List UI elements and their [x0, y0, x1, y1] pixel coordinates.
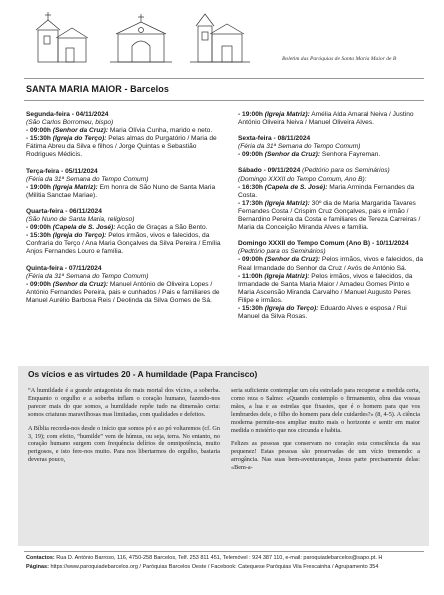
entry-day: Domingo XXXII do Tempo Comum (Ano B) - 10/11/2024	[238, 240, 409, 248]
bulletin-title: Boletim das Paróquias de Santa Maria Maior de B	[282, 56, 397, 62]
mass-time: - 19:00h	[26, 183, 51, 191]
schedule-right-column	[238, 111, 424, 329]
mass-time: - 15:30h	[26, 135, 51, 143]
schedule-entry	[238, 240, 424, 321]
mass-time: - 09:00h	[238, 151, 263, 159]
entry-subtitle: (São Nuno de Santa Maria, religioso)	[26, 216, 135, 224]
entry-day: Quinta-feira - 07/11/2024	[26, 264, 102, 272]
footer-pages-text[interactable]: https://www.paroquiadebarcelos.org / Paróquias Barcelos Oeste / Facebook: Catequese Paróquias Vila Frescainha / Agrupamento 354	[48, 564, 379, 570]
footer-pages	[26, 564, 444, 570]
mass-place: (Senhor da Cruz):	[264, 256, 321, 264]
church-illustrations	[0, 0, 444, 82]
mass-intention: Em honra de São Nuno de Santa Maria (Militia Sanctae Mariae).	[26, 183, 216, 199]
mass-intention: 30º dia de Maria Margarida Tavares Fernandes Costa / Crispim Cruz Gonçalves, pais e irmão / Bernardino Pereira da Costa e familiares de Tereza Carreiras / Maria da Conceição Miranda Alves e família.	[238, 199, 421, 232]
page-header	[0, 0, 444, 82]
mass-place: (Igreja Matriz):	[52, 183, 98, 191]
entry-subtitle: (Domingo XXXII do Tempo Comum, Ano B):	[238, 175, 367, 183]
mass-intention: Pelos irmãos, vivos e falecidos, da Confraria do Terço / Ana Maria Gonçalves da Silva Pereira / Emília Anjos Fernandes Louro e família.	[26, 232, 221, 256]
article-paragraph: Felizes as pessoas que conservam no coração esta consciência da sua pequenez! Estas pessoas são preservadas de um vício tremendo: a arrogância. Nas suas bem-aventuranças, Jesus parte precisamente delas: «Bem-a-	[231, 440, 420, 472]
article-paragraph: “A humildade é a grande antagonista do mais mortal dos vícios, a soberba. Enquanto o orgulho e a soberba inflam o coração humano, fazendo-nos parecer mais do que somos, a humildade repõe tudo na dimensão certa: somos criaturas maravilhosas mas limitadas, com qualidades e defeitos.	[28, 387, 220, 418]
entry-subtitle: (Féria da 31ª Semana do Tempo Comum)	[26, 175, 149, 183]
schedule-entry	[26, 168, 222, 200]
mass-line	[26, 224, 222, 232]
entry-subtitle: (Féria da 31ª Semana do Tempo Comum)	[238, 143, 361, 151]
footer-contacts	[26, 555, 444, 561]
mass-line	[238, 184, 424, 200]
mass-intention: Pelos irmãos, vivos e falecidos, da Irmandade de Santa Maria Maior / Amadeu Gomes Pinto e Maria Ascensão Miranda Carvalho / Manuel Augusto Peres Filipe e irmãos.	[238, 272, 413, 304]
mass-time: - 09:00h	[26, 127, 51, 135]
article-column-right	[231, 387, 420, 478]
schedule-entry	[26, 265, 222, 305]
article-title: Os vícios e as virtudes 20 - A humildade (Papa Francisco)	[28, 369, 258, 379]
mass-line	[238, 305, 424, 321]
mass-line	[26, 184, 222, 200]
schedule-left-column	[26, 111, 222, 313]
mass-line	[26, 232, 222, 256]
mass-time: - 15:30h	[26, 232, 51, 240]
schedule-entry	[238, 135, 424, 159]
mass-time: - 17:30h	[238, 199, 263, 207]
entry-day: Terça-feira - 05/11/2024	[26, 167, 98, 175]
mass-intention: Maria Olívia Cunha, marido e neto.	[108, 127, 213, 135]
mass-time: - 11:00h	[238, 272, 263, 280]
mass-place: (Igreja Matriz):	[264, 111, 310, 118]
mass-line	[238, 273, 424, 305]
mass-intention: Eduardo Alves e esposa / Rui Manuel da Silva Rosas.	[238, 304, 407, 321]
article-paragraph: seria suficiente contemplar um céu estrelado para recuperar a medida certa, como reza o Salmo: «Quando contemplo o firmamento, obra das vossas mãos, a lua e as estrelas que fixastes, que é o homem para que vos lembrardes dele, o filho do homem para dele cuidardes?» (8, 4-5). A ciência moderna permite-nos ampliar muito mais o horizonte e sentir em maior medida o mistério que nos circunda e habita.	[231, 387, 420, 434]
mass-intention: Amélia Alda Amaral Neiva / Justino António Oliveira Neiva / Manuel Oliveira Alves.	[238, 111, 414, 127]
mass-place: (Capela de S. José):	[52, 224, 116, 232]
entry-day-suffix: (Pedtório para os Seminários)	[300, 167, 390, 175]
mass-time: - 09:00h	[238, 256, 263, 264]
entry-day-line	[238, 167, 424, 175]
schedule-entry	[26, 208, 222, 257]
mass-place: (Igreja do Terço):	[52, 232, 107, 240]
mass-intention: Acção de Graças a São Bento.	[115, 224, 208, 232]
mass-place: (Igreja do Terço):	[264, 304, 319, 312]
footer-rule	[24, 551, 424, 552]
entry-day: Sexta-feira - 08/11/2024	[238, 135, 311, 143]
footer-pages-label: Páginas:	[26, 564, 49, 570]
article-column-left	[28, 387, 220, 470]
mass-intention: Senhora Fayreman.	[320, 151, 381, 159]
mass-line	[26, 127, 222, 135]
mass-time: - 19:00h	[238, 111, 263, 118]
schedule-entry	[238, 167, 424, 232]
mass-line	[26, 135, 222, 159]
mass-place: (Senhor da Cruz):	[52, 280, 109, 288]
mass-place: (Senhor da Cruz):	[264, 151, 321, 159]
entry-subtitle: (Féria da 31ª Semana do Tempo Comum)	[26, 272, 149, 280]
mass-time: - 09:00h	[26, 280, 51, 288]
mass-line	[26, 281, 222, 305]
mass-intention: Maria Arminda Fernandes da Costa.	[238, 183, 415, 199]
mass-place: (Igreja Matriz):	[264, 199, 310, 207]
entry-subtitle: (São Carlos Borromeu, bispo)	[26, 119, 114, 127]
entry-day: Sábado - 09/11/2024	[238, 167, 301, 175]
mass-intention: Pelas almas do Purgatório / Maria de Fátima Abreu da Silva e filhos / Jorge Quintas e Sebastião Rodrigues Médicis.	[26, 135, 217, 159]
article-paragraph: A Bíblia recorda-nos desde o início que somos pó e ao pó voltaremos (cf. Gn 3, 19); com efeito, “humilde” vem de húmus, ou seja, terra. No entanto, no coração humano surgem com frequência delírios de omnipotência, muito perigosos, e isto fere-nos muito. Para nos libertarmos do orgulho, bastaria deveras pouco,	[28, 424, 220, 464]
mass-place: (Capela de S. José):	[264, 183, 328, 191]
mass-place: (Igreja do Terço):	[52, 135, 107, 143]
mass-line	[238, 200, 424, 232]
mass-time: - 09:00h	[26, 224, 51, 232]
mass-place: (Senhor da Cruz):	[52, 127, 109, 135]
entry-day: Segunda-feira - 04/11/2024	[26, 111, 109, 118]
footer-contacts-label: Contactos:	[26, 555, 55, 561]
mass-intention: Manuel António de Oliveira Lopes / António Fernandes Pereira, pais e cunhados / Pais e familiares de Manuel Aurélio Barbosa Reis / Deolinda da Silva Gomes de Sá.	[26, 280, 220, 304]
schedule-entry	[26, 111, 222, 160]
entry-day: Quarta-feira - 06/11/2024	[26, 207, 102, 215]
mass-intention: Pelos irmãos, vivos e falecidos, da Real Irmandade do Senhor da Cruz / Avós de António Sá.	[238, 256, 424, 272]
mass-line	[238, 256, 424, 272]
mass-time: - 15:30h	[238, 304, 263, 312]
section-title: SANTA MARIA MAIOR - Barcelos	[26, 84, 169, 94]
mass-place: (Igreja Matriz):	[264, 272, 310, 280]
schedule-entry	[238, 111, 424, 127]
title-rule	[24, 100, 424, 101]
mass-time: - 16:30h	[238, 183, 263, 191]
mass-line	[238, 111, 424, 127]
mass-line	[238, 151, 424, 159]
entry-subtitle: (Pedtório para os Seminários)	[238, 248, 326, 256]
header-rule	[24, 78, 424, 79]
footer-contacts-text: Rua D. António Barroso, 116, 4750-258 Barcelos, Telf. 253 811 451, Telemóvel : 924 387 110, e-mail: paroquiadebarcelos@sapo.pt. H	[54, 555, 383, 561]
